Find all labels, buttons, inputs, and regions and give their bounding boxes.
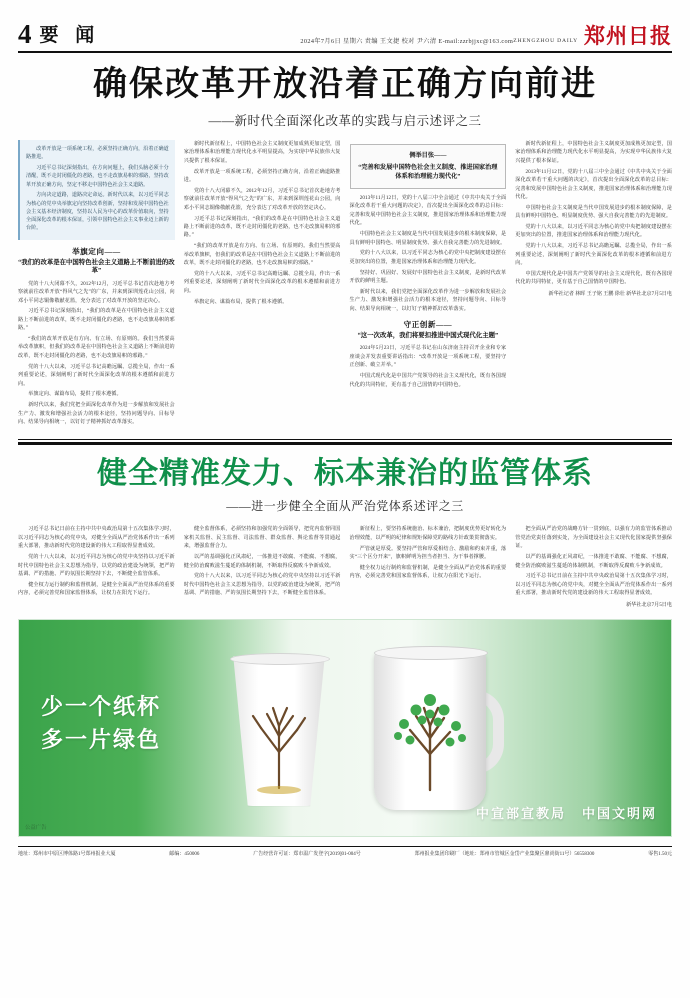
- lead-paragraph: 习近平总书记深刻指出，在方向问题上，我们头脑必须十分清醒，既不走封闭僵化的老路，也不走改旗易帜的邪路，坚持改革开放正确方向，坚定不移走中国特色社会主义道路。: [26, 165, 169, 188]
- article1-section2-subhead: [350, 319, 507, 340]
- article2-header: [18, 457, 672, 515]
- article1-column-3: [350, 140, 507, 429]
- ad-brands: [476, 803, 657, 822]
- article1-column-4: [515, 140, 672, 429]
- article2-column-1: [18, 525, 175, 609]
- body-paragraph: 党的十八大以来，习近平总书记高瞻远瞩、总揽全局，作出一系列重要论述，深刻阐明了新时代全面深化改革的根本遵循和前进方向。: [183, 271, 341, 294]
- article2-signature: 新华社北京7月5日电: [626, 601, 672, 608]
- body-paragraph: “我们的改革开放是有方向、有立场、有原则的。我们当然要高举改革旗帜，但我们的改革是在中国特色社会主义道路上不断前进的改革，既不走封闭僵化的老路，也不走改旗易帜的邪路。”: [183, 243, 341, 267]
- article2-columns: [18, 525, 672, 609]
- masthead-pinyin: ZHENGZHOU DAILY: [513, 38, 578, 44]
- ad-brand-1: 中宣部宣教局: [475, 806, 566, 822]
- body-paragraph: 举旗定向、谋篇布局，提供了根本遵循。: [193, 298, 288, 305]
- article1-inset-box: [350, 144, 507, 189]
- ad-brand-2: 中国文明网: [581, 806, 657, 822]
- section-kicker: 举旗定向——: [72, 247, 121, 257]
- article1-body-3b: [350, 344, 507, 388]
- article1-subhead: ——新时代全面深化改革的实践与启示述评之三: [208, 114, 482, 129]
- ad-label: 公益广告: [25, 825, 47, 832]
- newspaper-logo: 郑州日报: [584, 24, 672, 48]
- body-paragraph: 党的十八大闭幕不久，2012年12月，习近平总书记首次赴地方考察就前往改革开放“得风气之先”的广东，并来到深圳莲花山公园，向邓小平同志铜像敬献花篮，充分表达了对改革开放的坚定决心。: [183, 188, 341, 211]
- article1-body-2: [184, 140, 341, 306]
- body-paragraph: 党的十八大闭幕不久，2012年12月，习近平总书记首次赴地方考察就前往改革开放“得风气之先”的广东，并来到深圳莲花山公园，向邓小平同志铜像敬献花篮，充分表达了对改革开放的坚定决心。: [18, 280, 175, 304]
- mug-illustration: [374, 650, 504, 810]
- body-paragraph: 党的十八大以来，以习近平同志为核心的党中央坚持以习近平新时代中国特色社会主义思想为指导，以党的政治建设为统领，把严的基调、严的措施、严的氛围长期坚持下去，不断健全监管体系。: [18, 554, 175, 577]
- article1-columns: [18, 140, 672, 429]
- masthead: [18, 14, 672, 53]
- body-paragraph: 健全权力运行制约和监督机制，是健全全面从严治党体系的重要内容，必须完善党和国家监督体系，让权力在阳光下运行。: [18, 581, 175, 597]
- ad-slogan-line2: 多一片绿色: [41, 727, 162, 753]
- article2-headline: 健全精准发力、标本兼治的监管体系: [97, 456, 593, 490]
- article1-body-4: [515, 140, 672, 287]
- body-paragraph: 严管就是厚爱。要坚持严管和厚爱相结合、激励和约束并重，落实“三个区分开来”，旗帜鲜明为担当者担当、为干事者撑腰。: [349, 545, 507, 561]
- footer-printer: 郑州报业集团印刷厂（地址：郑州市管城区金岱产业集聚区鼎尚街11号）56558300: [414, 852, 595, 858]
- body-paragraph: 2013年11月12日，党的十八届三中全会通过《中共中央关于全面深化改革若干重大问题的决定》，首次提出全面深化改革的总目标：完善和发展中国特色社会主义制度，推进国家治理体系和治理能力现代化。: [349, 195, 507, 227]
- paper-cup-illustration: [227, 656, 331, 806]
- section-kicker: 守正创新——: [403, 320, 453, 330]
- public-service-ad: [18, 619, 672, 837]
- footer-address: 地址：郑州市中原区博体路1号郑州报业大厦: [18, 852, 116, 858]
- body-paragraph: 以严的基调强化正风肃纪，一体推进不敢腐、不能腐、不想腐，健全防治腐败滋生蔓延的体制机制，不断取得反腐败斗争新成效。: [183, 554, 341, 569]
- body-paragraph: 新时代以来，我们党把全面深化改革作为进一步解放和发展社会生产力、激发和增强社会活力的根本途径，坚持问题导向、目标导向、结果导向相统一，以钉钉子精神抓好改革落实。: [18, 402, 175, 426]
- article1-signature: 新华社记者 林晖 王子铭 王鹏 徐壮 新华社北京7月5日电: [548, 290, 672, 297]
- bare-tree-icon: [227, 656, 331, 806]
- body-paragraph: 党的十八大以来，以习近平同志为核心的党中央把制度建设摆在更加突出的位置，推进国家治理体系和治理能力现代化。: [349, 250, 507, 265]
- body-paragraph: 把全面从严治党的战略方针一贯到底，以强有力的监管体系推动管党治党责任落到实处，为全面建设社会主义现代化国家提供坚强保证。: [515, 526, 672, 550]
- body-paragraph: 中国特色社会主义制度是当代中国发展进步的根本制度保障，是具有鲜明中国特色、明显制度优势、强大自我完善能力的先进制度。: [515, 204, 672, 220]
- article1-lead: [18, 140, 175, 240]
- issue-info: 2024年7月6日 星期六 责编 王文捷 校对 尹六清 E-mail:zzrbjjxc@163.com: [300, 38, 514, 45]
- body-paragraph: 习近平总书记深刻指出，“我们的改革是在中国特色社会主义道路上不断前进的改革，既不走封闭僵化的老路，也不走改旗易帜的邪路。”: [183, 215, 341, 239]
- body-paragraph: 健全权力运行制约和监督机制，是健全全面从严治党体系的重要内容，必须完善党和国家监督体系，让权力在阳光下运行。: [349, 565, 507, 580]
- section-title: 要 闻: [39, 25, 101, 46]
- article1-column-2: [184, 140, 341, 429]
- section-quote: “我们的改革是在中国特色社会主义道路上不断前进的改革”: [18, 259, 175, 275]
- footer-ad-license: 广告经营许可证：郑市温广发登字[2019]01-004号: [253, 852, 361, 858]
- body-paragraph: 以严的基调强化正风肃纪，一体推进不敢腐、不能腐、不想腐，健全防治腐败滋生蔓延的体制机制，不断取得反腐败斗争新成效。: [515, 554, 672, 569]
- body-paragraph: 中国特色社会主义制度是当代中国发展进步的根本制度保障，是具有鲜明中国特色、明显制度优势、强大自我完善能力的先进制度。: [349, 231, 507, 246]
- body-paragraph: “我们的改革开放是有方向、有立场、有原则的。我们当然要高举改革旗帜，但我们的改革是在中国特色社会主义道路上不断前进的改革，既不走封闭僵化的老路，也不走改旗易帜的邪路。”: [18, 336, 175, 359]
- page-number: 4: [18, 19, 32, 49]
- body-paragraph: 中国式现代化是中国共产党领导的社会主义现代化，既有各国现代化的共同特征，更有基于自己国情的中国特色。: [349, 373, 507, 388]
- body-paragraph: 坚持好、巩固好、发展好中国特色社会主义制度，是新时代改革开放的鲜明主题。: [349, 269, 507, 285]
- article2-column-4: [515, 525, 672, 609]
- body-paragraph: 党的十八大以来，以习近平同志为核心的党中央把制度建设摆在更加突出的位置，推进国家治理体系和治理能力现代化。: [515, 224, 672, 239]
- body-paragraph: 健全监督体系，必须坚持和加强党的全面领导，把党内监督同国家机关监督、民主监督、司法监督、群众监督、舆论监督等贯通起来，增强监督合力。: [183, 526, 341, 550]
- body-paragraph: 新时代以来，我们党把全面深化改革作为进一步解放和发展社会生产力、激发和增强社会活力的根本途径，坚持问题导向、目标导向、结果导向相统一，以钉钉子精神抓好改革落实。: [349, 288, 507, 312]
- body-paragraph: 习近平总书记深刻指出，“我们的改革是在中国特色社会主义道路上不断前进的改革，既不走封闭僵化的老路，也不走改旗易帜的邪路。”: [18, 308, 175, 332]
- green-tree-icon: [374, 650, 486, 810]
- article1-section1-subhead: [18, 246, 175, 276]
- body-paragraph: 新征程上，要坚持系统施治、标本兼治，把制度优势更好转化为治理效能，以严明的纪律和规矩保障党的路线方针政策贯彻落实。: [349, 526, 507, 541]
- article1-body-1: [18, 280, 175, 427]
- body-paragraph: 举旗定向、谋篇布局，提供了根本遵循。: [28, 391, 122, 398]
- inset-title: 侧举目张——: [409, 152, 447, 160]
- article1-column-1: [18, 140, 175, 429]
- article2-column-2: [184, 525, 341, 609]
- body-paragraph: 2024年5月23日，习近平总书记在山东济南主持召开企业和专家座谈会并发表重要讲话指出：“改革开放是一项系统工程，要坚持守正创新、破立并举。”: [349, 345, 507, 369]
- body-paragraph: 2013年11月12日，党的十八届三中全会通过《中共中央关于全面深化改革若干重大问题的决定》，首次提出全面深化改革的总目标：完善和发展中国特色社会主义制度，推进国家治理体系和治理能力现代化。: [515, 168, 672, 200]
- article2-column-3: [350, 525, 507, 609]
- body-paragraph: 新时代新征程上，中国特色社会主义制度更加成熟更加定型，国家治理体系和治理能力现代化水平明显提高，为实现中华民族伟大复兴提供了根本保证。: [183, 141, 341, 164]
- footer-postcode: 邮编：450006: [169, 852, 200, 858]
- body-paragraph: 改革开放是一项系统工程，必须坚持正确方向，沿着正确道路推进。: [183, 168, 341, 184]
- body-paragraph: 党的十八大以来，习近平总书记高瞻远瞩、总揽全局，作出一系列重要论述，深刻阐明了新时代全面深化改革的根本遵循和前进方向。: [18, 363, 175, 387]
- ad-slogan: [41, 690, 161, 756]
- section-quote: “这一次改革，我们将要扣推进中国式现代化主题”: [357, 332, 499, 340]
- body-paragraph: 党的十八大以来，习近平总书记高瞻远瞩、总揽全局，作出一系列重要论述，深刻阐明了新时代全面深化改革的根本遵循和前进方向。: [515, 243, 672, 267]
- ad-slogan-line1: 少一个纸杯: [41, 694, 162, 720]
- page-footer: [18, 846, 672, 858]
- footer-price: 零售1.50元: [648, 852, 672, 858]
- body-paragraph: 中国式现代化是中国共产党领导的社会主义现代化，既有各国现代化的共同特征，更有基于自己国情的中国特色。: [515, 271, 672, 286]
- inset-subtitle: “完善和发展中国特色社会主义制度、推进国家治理体系和治理能力现代化”: [358, 164, 498, 181]
- lead-paragraph: 方向决定道路，道路决定命运。新时代以来，以习近平同志为核心的党中央举旗定向坚持改革创新，坚持和发展中国特色社会主义基本经济制度，坚持以人民为中心的改革价值取向，坚持全面深化改革的根本保证，引领中国特色社会主义事业迈上新的台阶。: [26, 192, 169, 232]
- body-paragraph: 习近平总书记日前在主持中共中央政治局第十五次集体学习时，以习近平同志为核心的党中央，对健全全面从严治党体系作出一系列重大部署，推动新时代党的建设新的伟大工程取得显著成效。: [515, 573, 672, 597]
- body-paragraph: 习近平总书记日前在主持中共中央政治局第十五次集体学习时，以习近平同志为核心的党中央，对健全全面从严治党体系作出一系列重大部署，推动新时代党的建设新的伟大工程取得显著成效。: [18, 526, 175, 550]
- masthead-brand: [513, 26, 672, 48]
- article1-body-3: [350, 194, 507, 313]
- body-paragraph: 党的十八大以来，以习近平同志为核心的党中央坚持以习近平新时代中国特色社会主义思想为指导，以党的政治建设为统领，把严的基调、严的措施、严的氛围长期坚持下去，不断健全监管体系。: [183, 573, 341, 597]
- lead-paragraph: 改革开放是一项系统工程，必须坚持正确方向，沿着正确道路推进。: [26, 146, 169, 161]
- article1-headline: 确保改革开放沿着正确方向前进: [93, 66, 597, 103]
- section-divider: [18, 439, 672, 445]
- article1-header: [18, 66, 672, 129]
- body-paragraph: 新时代新征程上，中国特色社会主义制度更加成熟更加定型，国家治理体系和治理能力现代化水平明显提高，为实现中华民族伟大复兴提供了根本保证。: [515, 141, 672, 164]
- article2-subhead: ——进一步健全全面从严治党体系述评之三: [226, 499, 464, 514]
